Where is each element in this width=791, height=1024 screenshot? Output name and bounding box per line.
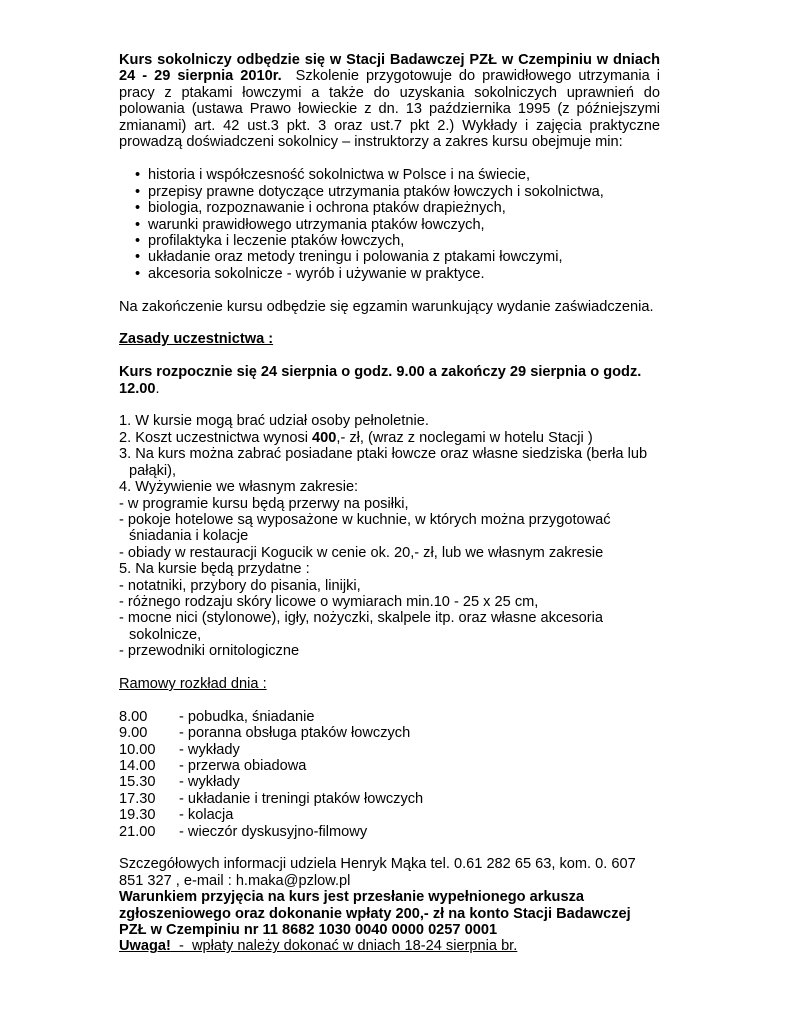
rule-2: [119, 430, 660, 446]
document-page: [119, 52, 660, 955]
schedule-time: 15.30: [119, 774, 156, 791]
rule-5c: - mocne nici (stylonowe), igły, nożyczki, skalpele itp. oraz własne akcesoria sokolnicze,: [119, 610, 603, 643]
schedule-activity: - przerwa obiadowa: [179, 757, 307, 774]
schedule-activity: - wykłady: [179, 741, 240, 758]
exam-note: Na zakończenie kursu odbędzie się egzamin warunkujący wydanie zaświadczenia.: [119, 298, 654, 315]
list-item: • układanie oraz metody treningu i polowania z ptakami łowczymi,: [136, 249, 660, 265]
intro-heading: Kurs sokolniczy odbędzie się w Stacji Badawczej PZŁ w Czempiniu w dniach 24 - 29 sierpnia 2010r.: [119, 52, 660, 85]
rule-2-text-end: ,- zł, (wraz z noclegami w hotelu Stacji ): [336, 429, 593, 446]
schedule-row: [119, 725, 660, 741]
rule-5b: - różnego rodzaju skóry licowe o wymiarach min.10 - 25 x 25 cm,: [119, 593, 539, 610]
intro-text: Szkolenie przygotowuje do prawidłowego utrzymania i pracy z ptakami łowczymi a także do uzyskania sokolniczych uprawnień do polowania (ustawa Prawo łowieckie z dn. 13 października 1995 (z późniejszymi zmianami) art. 42 ust.3 pkt. 3 oraz ust.7 pkt 2.) Wykłady i zajęcia praktyczne prowadzą doświadczeni sokolnicy – instruktorzy a zakres kursu obejmuje min:: [119, 68, 661, 151]
contact-info: Szczegółowych informacji udziela Henryk Mąka tel. 0.61 282 65 63, kom. 0. 607 851 327 , e-mail : h.maka@pzlow.pl: [119, 856, 636, 889]
schedule-activity: - wykłady: [179, 774, 240, 791]
schedule-activity: - poranna obsługa ptaków łowczych: [179, 725, 411, 742]
list-item: • historia i współczesność sokolnictwa w Polsce i na świecie,: [136, 167, 660, 183]
warning-label: Uwaga!: [119, 938, 171, 955]
rule-5: 5. Na kursie będą przydatne :: [119, 561, 310, 578]
schedule-row: [119, 758, 660, 774]
payment-warning: [119, 938, 660, 954]
rules-heading: Zasady uczestnictwa :: [119, 331, 274, 348]
schedule-list: [119, 709, 660, 840]
schedule-heading: Ramowy rozkład dnia :: [119, 675, 267, 692]
schedule-time: 19.30: [119, 807, 156, 824]
schedule-time: 9.00: [119, 725, 148, 742]
rule-2-price: 400: [312, 429, 337, 446]
schedule-row: [119, 791, 660, 807]
rule-5a: - notatniki, przybory do pisania, linijki,: [119, 577, 361, 594]
list-item: • warunki prawidłowego utrzymania ptaków łowczych,: [136, 217, 660, 233]
list-item: • biologia, rozpoznawanie i ochrona ptaków drapieżnych,: [136, 200, 660, 216]
schedule-row: [119, 709, 660, 725]
rule-1: 1. W kursie mogą brać udział osoby pełnoletnie.: [119, 413, 429, 430]
schedule-activity: - wieczór dyskusyjno-filmowy: [179, 823, 368, 840]
schedule-activity: - pobudka, śniadanie: [179, 708, 315, 725]
list-item: • akcesoria sokolnicze - wyrób i używanie w praktyce.: [136, 266, 660, 282]
schedule-activity: - kolacja: [179, 807, 234, 824]
schedule-row: [119, 742, 660, 758]
rule-4b: - pokoje hotelowe są wyposażone w kuchnie, w których można przygotować śniadania i kolacje: [119, 511, 611, 545]
rule-4: 4. Wyżywienie we własnym zakresie:: [119, 479, 359, 496]
rule-4a: - w programie kursu będą przerwy na posiłki,: [119, 495, 409, 512]
rule-2-text: 2. Koszt uczestnictwa wynosi: [119, 429, 313, 446]
intro-paragraph: [119, 52, 660, 150]
schedule-row: [119, 807, 660, 823]
schedule-activity: - układanie i treningi ptaków łowczych: [179, 790, 424, 807]
schedule-row: [119, 824, 660, 840]
course-dates-bold: Kurs rozpocznie się 24 sierpnia o godz. 9.00 a zakończy 29 sierpnia o godz. 12.00: [119, 364, 642, 397]
course-topics-list: [119, 167, 660, 282]
rule-4c: - obiady w restauracji Kogucik w cenie ok. 20,- zł, lub we własnym zakresie: [119, 544, 604, 561]
warning-text: - wpłaty należy dokonać w dniach 18-24 sierpnia br.: [170, 938, 518, 955]
schedule-time: 21.00: [119, 823, 156, 840]
schedule-time: 10.00: [119, 741, 156, 758]
list-item: • przepisy prawne dotyczące utrzymania ptaków łowczych i sokolnictwa,: [136, 184, 660, 200]
course-dates-dot: .: [155, 380, 160, 397]
rule-3: 3. Na kurs można zabrać posiadane ptaki łowcze oraz własne siedziska (berła lub pałąki),: [119, 446, 648, 479]
schedule-time: 17.30: [119, 790, 156, 807]
schedule-time: 8.00: [119, 708, 148, 725]
registration-condition: Warunkiem przyjęcia na kurs jest przesłanie wypełnionego arkusza zgłoszeniowego oraz dokonanie wpłaty 200,- zł na konto Stacji Badawczej PZŁ w Czempiniu nr 11 8682 1030 0040 0000 0257 0001: [119, 889, 631, 939]
list-item: • profilaktyka i leczenie ptaków łowczych,: [136, 233, 660, 249]
schedule-time: 14.00: [119, 757, 156, 774]
schedule-row: [119, 774, 660, 790]
rule-5d: - przewodniki ornitologiczne: [119, 643, 300, 660]
course-dates: [119, 364, 660, 397]
